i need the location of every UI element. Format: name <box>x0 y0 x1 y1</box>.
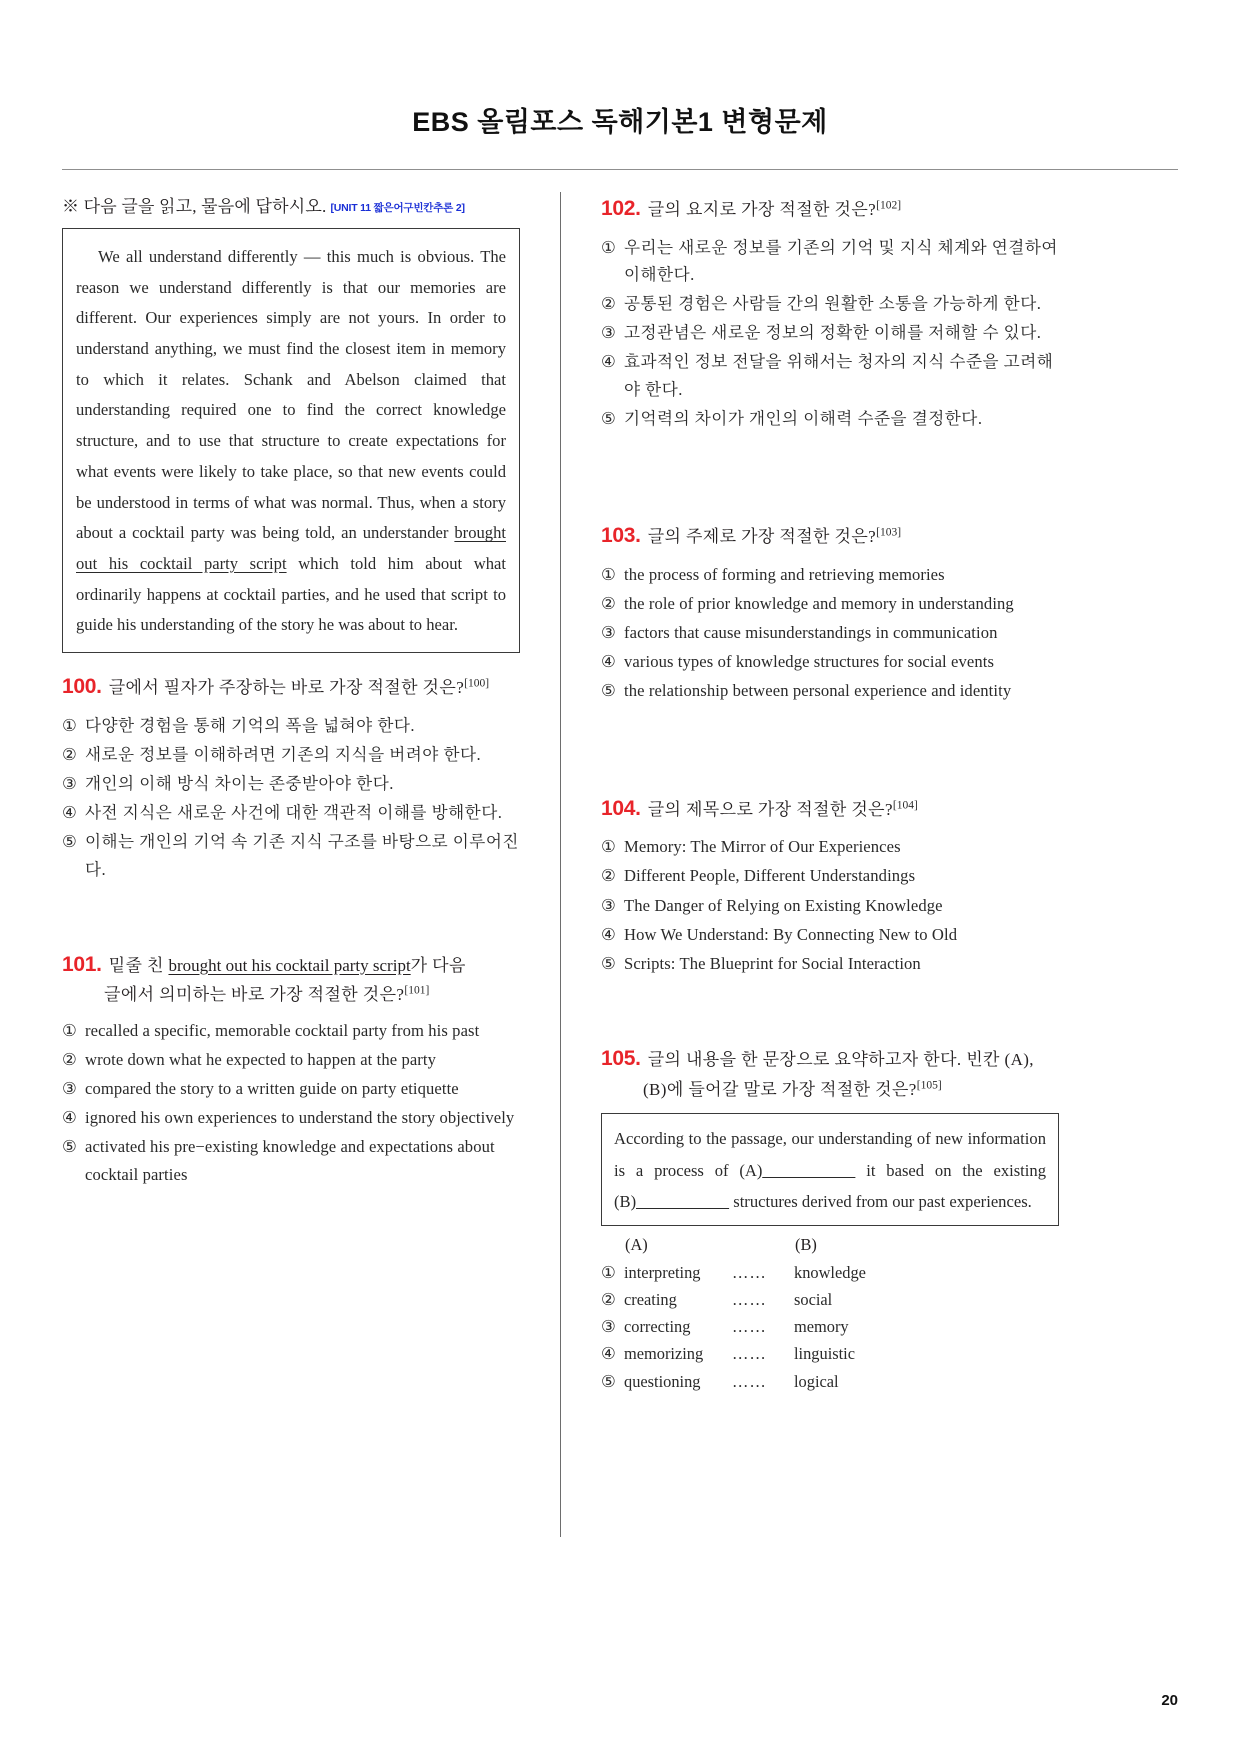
passage-text <box>76 242 506 641</box>
choice-marker: ④ <box>62 1108 77 1128</box>
choice-item[interactable] <box>62 1075 520 1102</box>
choice-b-value: logical <box>794 1371 839 1391</box>
dot-leader: …… <box>732 1371 767 1391</box>
choice-item[interactable] <box>601 1368 1059 1395</box>
question-105-ref: [105] <box>916 1079 942 1092</box>
dot-leader: …… <box>732 1289 767 1309</box>
choice-text: activated his pre−existing knowledge and expectations about cocktail parties <box>85 1137 495 1184</box>
choice-text: Scripts: The Blueprint for Social Interaction <box>624 954 921 974</box>
choice-text: The Danger of Relying on Existing Knowledge <box>624 895 943 915</box>
choice-text: 고정관념은 새로운 정보의 정확한 이해를 저해할 수 있다. <box>624 323 1042 343</box>
right-column <box>579 192 1059 1537</box>
instruction-text: ※ 다음 글을 읽고, 물음에 답하시오. <box>62 197 327 216</box>
choice-text: 효과적인 정보 전달을 위해서는 청자의 지식 수준을 고려해야 한다. <box>624 352 1054 399</box>
choice-marker: ③ <box>601 623 616 643</box>
question-104-choices <box>601 833 1059 977</box>
question-103-choices <box>601 561 1059 705</box>
question-103-ref: [103] <box>876 526 902 539</box>
question-101-ref: [101] <box>404 984 430 997</box>
choice-text: the role of prior knowledge and memory in understanding <box>624 593 1014 613</box>
summary-sentence-box <box>601 1113 1059 1226</box>
question-102-head <box>601 192 1059 226</box>
choice-text: the relationship between personal experience and identity <box>624 681 1012 701</box>
choice-item[interactable] <box>601 1340 1059 1367</box>
unit-tag: [UNIT 11 짧은어구빈칸추론 2] <box>330 202 465 214</box>
question-102-prompt: 글의 요지로 가장 적절한 것은? <box>647 200 877 219</box>
summary-seg1: According to the passage, our understanding of new information is a process of (A) <box>614 1129 1046 1180</box>
choice-marker: ② <box>601 593 616 613</box>
question-103-head <box>601 519 1059 553</box>
two-column-layout <box>62 192 1178 1537</box>
choice-marker: ② <box>601 1289 616 1309</box>
question-101-number: 101. <box>62 952 102 976</box>
question-105-prompt-line1: 글의 내용을 한 문장으로 요약하고자 한다. 빈칸 (A), <box>647 1050 1034 1070</box>
choice-marker: ⑤ <box>601 1371 616 1391</box>
question-105-number: 105. <box>601 1047 641 1071</box>
question-104-ref: [104] <box>892 798 918 811</box>
header-a: (A) <box>625 1234 648 1254</box>
choice-marker: ① <box>601 837 616 857</box>
choice-marker: ④ <box>601 652 616 672</box>
blank-a: __________ <box>762 1160 856 1180</box>
choice-marker: ⑤ <box>62 832 78 852</box>
choice-item[interactable] <box>62 770 520 797</box>
choice-item[interactable] <box>62 799 520 826</box>
choice-marker: ③ <box>601 323 617 343</box>
choice-a-value: interpreting <box>624 1262 701 1282</box>
spacer <box>601 707 1059 775</box>
choice-item[interactable] <box>601 677 1059 704</box>
choice-text: the process of forming and retrieving memories <box>624 564 945 584</box>
question-104-number: 104. <box>601 796 641 820</box>
choice-marker: ① <box>601 237 617 257</box>
choice-marker: ③ <box>62 773 78 793</box>
choice-marker: ② <box>601 294 617 313</box>
blank-b: __________ <box>636 1192 730 1212</box>
question-105-head <box>601 1042 1059 1076</box>
question-100 <box>62 670 520 883</box>
choice-item[interactable] <box>62 1104 520 1131</box>
passage-underlined-phrase: brought out his cocktail party script <box>76 523 506 573</box>
choice-item[interactable] <box>62 1017 520 1044</box>
choice-text: 다양한 경험을 통해 기억의 폭을 넓혀야 한다. <box>85 715 416 735</box>
question-105-prompt-line2: (B)에 들어갈 말로 가장 적절한 것은? <box>643 1079 917 1099</box>
choice-b-value: knowledge <box>794 1262 866 1282</box>
choice-a-value: questioning <box>624 1371 701 1391</box>
choice-marker: ③ <box>601 1317 616 1337</box>
left-column <box>62 192 542 1537</box>
choice-item[interactable] <box>62 828 520 882</box>
choice-marker: ④ <box>601 1344 616 1364</box>
summary-text <box>614 1123 1046 1218</box>
choice-a-value: memorizing <box>624 1344 704 1364</box>
question-101-underlined-phrase: brought out his cocktail party script <box>168 955 411 975</box>
passage-part2: which told him about what ordinarily happens at cocktail parties, and he used that script to guide his understanding of the story he was about to hear. <box>76 553 506 635</box>
choice-text: 공통된 경험은 사람들 간의 원활한 소통을 가능하게 한다. <box>624 294 1042 313</box>
choice-item[interactable] <box>601 234 1059 288</box>
choice-a-value: correcting <box>624 1317 691 1337</box>
choice-text: Different People, Different Understandings <box>624 866 916 886</box>
question-105-prompt-line2-wrap <box>601 1076 1059 1103</box>
choice-marker: ④ <box>601 924 616 944</box>
choice-item[interactable] <box>601 862 1059 889</box>
question-104 <box>601 792 1059 978</box>
choice-text: ignored his own experiences to understand the story objectively <box>85 1108 515 1128</box>
question-105-choices <box>601 1259 1059 1395</box>
question-101-head <box>62 948 520 982</box>
choice-text: 우리는 새로운 정보를 기존의 기억 및 지식 체계와 연결하여 이해한다. <box>624 237 1058 284</box>
question-102 <box>601 192 1059 432</box>
choice-item[interactable] <box>62 1133 520 1187</box>
question-101-prompt-pre: 밑줄 친 <box>108 955 169 975</box>
choice-text: wrote down what he expected to happen at the party <box>85 1049 437 1069</box>
choice-item[interactable] <box>601 1259 1059 1286</box>
header-divider <box>62 169 1178 170</box>
choice-item[interactable] <box>601 648 1059 675</box>
choice-marker: ② <box>62 1049 77 1069</box>
choice-marker: ② <box>62 744 78 764</box>
choice-text: 이해는 개인의 기억 속 기존 지식 구조를 바탕으로 이루어진다. <box>85 832 519 879</box>
summary-seg2: it based on the existing (B) <box>614 1160 1046 1212</box>
question-100-prompt: 글에서 필자가 주장하는 바로 가장 적절한 것은? <box>108 677 465 697</box>
choice-item[interactable] <box>601 1313 1059 1340</box>
question-103-prompt: 글의 주제로 가장 적절한 것은? <box>647 527 877 547</box>
passage-part1: We all understand differently — this much is obvious. The reason we understand differently is that our memories are different. Our experiences simply are not yours. In order to understand anything, we must find the closest item in memory to which it relates. Schank and Abelson claimed that understanding required one to find the correct knowledge structure, and to use that structure to create expectations for what events were likely to take place, so that new events could be understood in terms of what was normal. Thus, when a story about a cocktail party was being told, an understander <box>76 247 506 543</box>
choice-text: 기억력의 차이가 개인의 이해력 수준을 결정한다. <box>624 408 983 428</box>
choice-item[interactable] <box>601 405 1059 432</box>
choice-text: Memory: The Mirror of Our Experiences <box>624 837 901 857</box>
choice-item[interactable] <box>62 741 520 768</box>
question-102-ref: [102] <box>876 199 902 212</box>
question-103-number: 103. <box>601 524 641 548</box>
choice-item[interactable] <box>62 1046 520 1073</box>
choice-marker: ① <box>601 1262 616 1282</box>
choice-text: 새로운 정보를 이해하려면 기존의 지식을 버려야 한다. <box>85 744 482 764</box>
choice-item[interactable] <box>601 348 1059 402</box>
summary-seg3: structures derived from our past experiences. <box>729 1192 1032 1212</box>
choice-a-value: creating <box>624 1289 677 1309</box>
dot-leader: …… <box>732 1317 767 1337</box>
question-100-choices <box>62 712 520 883</box>
choice-item[interactable] <box>601 833 1059 860</box>
column-divider <box>560 192 561 1537</box>
choice-item[interactable] <box>601 319 1059 346</box>
dot-leader: …… <box>732 1262 767 1282</box>
header-b: (B) <box>795 1234 817 1254</box>
choice-text: compared the story to a written guide on party etiquette <box>85 1078 459 1098</box>
choice-text: factors that cause misunderstandings in communication <box>624 623 998 643</box>
choice-item[interactable] <box>601 892 1059 919</box>
question-102-choices <box>601 234 1059 432</box>
choice-item[interactable] <box>601 561 1059 588</box>
choice-marker: ① <box>62 715 78 735</box>
choice-marker: ① <box>601 564 616 584</box>
choice-b-value: memory <box>794 1317 849 1337</box>
reading-passage-box <box>62 228 520 653</box>
choice-marker: ② <box>601 866 616 886</box>
question-100-number: 100. <box>62 674 102 698</box>
question-101-prompt-line2: 글에서 의미하는 바로 가장 적절한 것은? <box>104 985 405 1005</box>
dot-leader: …… <box>732 1344 767 1364</box>
choice-item[interactable] <box>601 290 1059 317</box>
question-100-head <box>62 670 520 704</box>
spacer <box>601 979 1059 1025</box>
question-100-ref: [100] <box>464 677 490 690</box>
page-number: 20 <box>1161 1692 1178 1709</box>
ab-column-headers <box>601 1235 1059 1255</box>
choice-item[interactable] <box>601 921 1059 948</box>
question-104-head <box>601 792 1059 826</box>
choice-item[interactable] <box>601 619 1059 646</box>
question-101-prompt-post: 가 다음 <box>410 955 466 975</box>
choice-b-value: linguistic <box>794 1344 856 1364</box>
choice-item[interactable] <box>601 590 1059 617</box>
question-103 <box>601 519 1059 705</box>
choice-marker: ④ <box>601 352 617 372</box>
choice-item[interactable] <box>601 1286 1059 1313</box>
spacer <box>62 885 520 931</box>
question-101 <box>62 948 520 1188</box>
choice-marker: ④ <box>62 803 78 823</box>
choice-text: 사전 지식은 새로운 사건에 대한 객관적 이해를 방해한다. <box>85 803 503 823</box>
choice-text: 개인의 이해 방식 차이는 존중받아야 한다. <box>85 773 394 793</box>
choice-marker: ① <box>62 1020 77 1040</box>
question-101-prompt-line2-wrap <box>62 981 520 1008</box>
question-104-prompt: 글의 제목으로 가장 적절한 것은? <box>647 799 893 819</box>
choice-item[interactable] <box>601 950 1059 977</box>
choice-marker: ③ <box>601 895 616 915</box>
choice-b-value: social <box>794 1289 833 1309</box>
question-102-number: 102. <box>601 197 641 220</box>
choice-item[interactable] <box>62 712 520 739</box>
choice-text: recalled a specific, memorable cocktail party from his past <box>85 1020 480 1040</box>
choice-marker: ③ <box>62 1078 77 1098</box>
choice-marker: ⑤ <box>601 408 617 428</box>
choice-marker: ⑤ <box>601 954 616 974</box>
choice-text: various types of knowledge structures for social events <box>624 652 995 672</box>
question-101-choices <box>62 1017 520 1188</box>
choice-text: How We Understand: By Connecting New to Old <box>624 924 958 944</box>
question-105 <box>601 1042 1059 1395</box>
choice-marker: ⑤ <box>601 681 616 701</box>
instruction-line <box>62 192 520 217</box>
spacer <box>601 434 1059 502</box>
page-title: EBS 올림포스 독해기본1 변형문제 <box>412 107 828 137</box>
choice-marker: ⑤ <box>62 1137 77 1157</box>
